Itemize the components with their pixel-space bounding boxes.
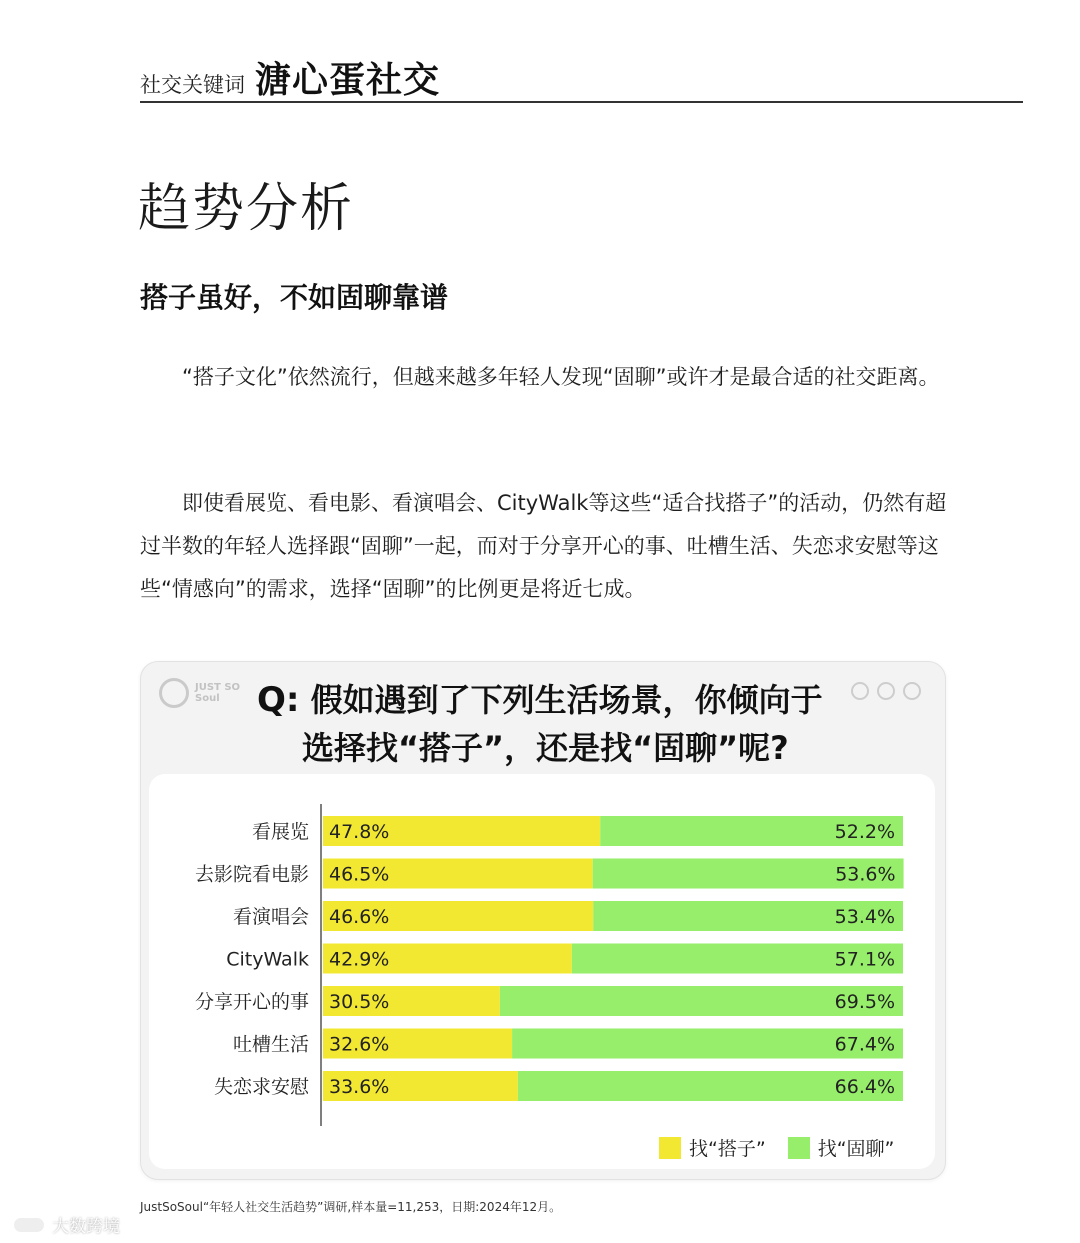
chart-legend xyxy=(659,1134,916,1161)
data-label: 47.8% xyxy=(329,821,390,843)
question-text xyxy=(257,676,823,772)
brand-logo-icon xyxy=(12,1216,46,1234)
logo-text-line: JUST SO xyxy=(195,682,241,693)
data-label: 42.9% xyxy=(329,948,390,971)
category-label: 失恋求安慰 xyxy=(213,1076,309,1098)
legend-item-dazi xyxy=(659,1134,766,1161)
data-label: 30.5% xyxy=(329,991,390,1013)
legend-item-guliao xyxy=(788,1134,895,1161)
data-label: 67.4% xyxy=(834,1033,895,1056)
chart-panel xyxy=(149,774,935,1169)
minus-circle-icon xyxy=(877,682,895,700)
window-controls xyxy=(851,682,921,700)
paragraph: 即使看展览、看电影、看演唱会、CityWalk等这些“适合找搭子”的活动，仍然有超过半数的年轻人选择跟“固聊”一起，而对于分享开心的事、吐槽生活、失恋求安慰等这些“情感向”的需求，选择“固聊”的比例更是将近七成。 xyxy=(140,491,947,601)
source-note: JustSoSoul“年轻人社交生活趋势”调研,样本量=11,253，日期:2024年12月。 xyxy=(140,1200,562,1214)
data-label: 53.6% xyxy=(835,863,896,886)
category-label: CityWalk xyxy=(226,948,309,971)
data-label: 32.6% xyxy=(329,1033,390,1056)
category-label: 看展览 xyxy=(251,821,309,843)
brand-name: 大数跨境 xyxy=(52,1217,120,1237)
legend-swatch-yellow xyxy=(659,1137,681,1159)
category-label: 去影院看电影 xyxy=(194,863,309,886)
category-label: 看演唱会 xyxy=(232,906,309,928)
legend-label: 找“固聊” xyxy=(817,1138,895,1160)
question-line1: 假如遇到了下列生活场景，你倾向于 xyxy=(310,681,823,719)
logo-text-line: Soul xyxy=(195,693,220,704)
page-header xyxy=(140,52,440,103)
legend-label: 找“搭子” xyxy=(689,1138,766,1160)
survey-card xyxy=(140,661,946,1180)
data-label: 57.1% xyxy=(834,948,895,971)
data-label: 52.2% xyxy=(834,821,895,843)
category-label: 分享开心的事 xyxy=(194,991,309,1013)
justsosoul-logo xyxy=(159,678,240,708)
header-title: 溏心蛋社交 xyxy=(255,60,441,101)
question-prefix: Q: xyxy=(257,680,300,720)
data-label: 46.5% xyxy=(329,863,390,886)
data-label: 46.6% xyxy=(329,906,390,928)
paragraph: “搭子文化”依然流行，但越来越多年轻人发现“固聊”或许才是最合适的社交距离。 xyxy=(182,365,940,389)
data-label: 69.5% xyxy=(834,991,895,1013)
section-title: 趋势分析 xyxy=(138,179,355,239)
sub-title: 搭子虽好，不如固聊靠谱 xyxy=(140,281,449,314)
slash-circle-icon xyxy=(903,682,921,700)
data-label: 53.4% xyxy=(834,906,895,928)
data-label: 33.6% xyxy=(329,1076,390,1098)
stacked-bar-chart xyxy=(149,774,935,1169)
brand-watermark xyxy=(12,1212,120,1237)
header-label: 社交关键词 xyxy=(140,73,245,97)
header-divider xyxy=(140,101,1023,103)
plus-circle-icon xyxy=(851,682,869,700)
question-line2: 选择找“搭子”，还是找“固聊”呢? xyxy=(302,729,789,767)
legend-swatch-green xyxy=(788,1137,810,1159)
logo-circle-icon xyxy=(159,678,189,708)
category-label: 吐槽生活 xyxy=(232,1033,309,1056)
data-label: 66.4% xyxy=(834,1076,895,1098)
